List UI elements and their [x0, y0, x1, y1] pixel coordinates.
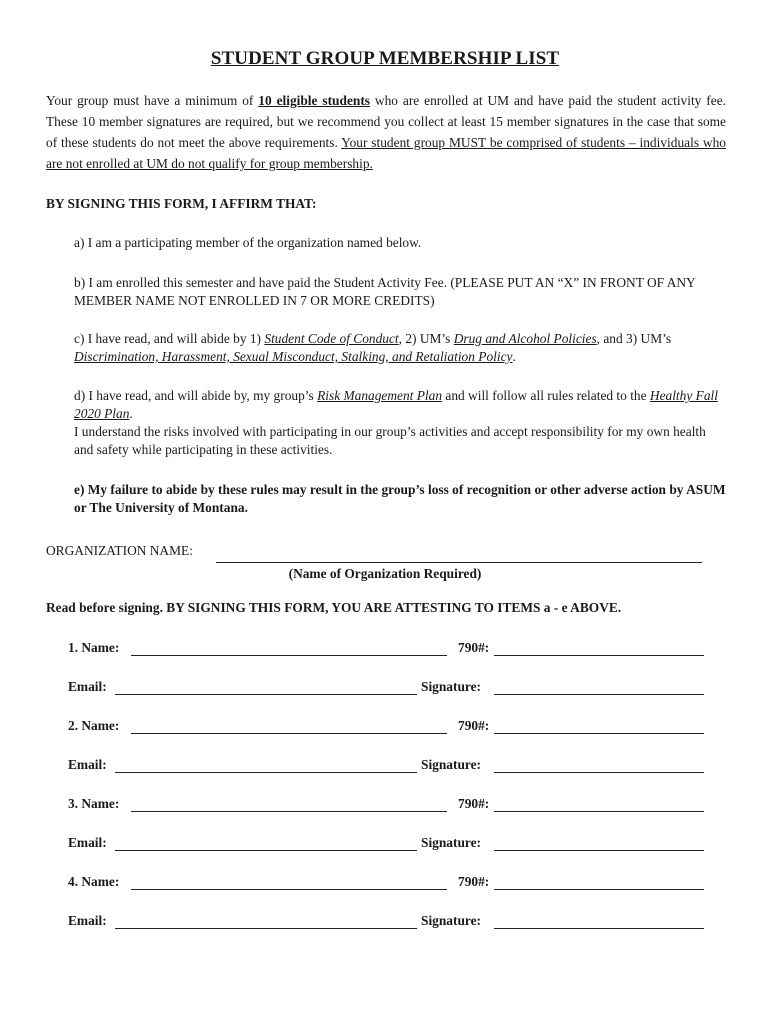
risk-management-plan-link[interactable]: Risk Management Plan	[317, 388, 443, 403]
member-email-row	[0, 757, 770, 777]
member-name-field[interactable]	[131, 733, 447, 734]
member-id-label: 790#:	[458, 796, 490, 811]
item-d-text: d) I have read, and will abide by, my group’s	[74, 388, 318, 403]
member-name-label: 3. Name:	[68, 796, 120, 811]
discrimination-policy-link[interactable]: Discrimination, Harassment, Sexual Misconduct, Stalking, and Retaliation Policy	[74, 349, 513, 364]
member-email-field[interactable]	[115, 928, 417, 929]
organization-name-label: ORGANIZATION NAME:	[46, 543, 193, 558]
member-id-label: 790#:	[458, 640, 490, 655]
item-c-text: , and 3) UM’s	[596, 331, 672, 346]
member-signature-label: Signature:	[421, 913, 482, 928]
member-signature-field[interactable]	[494, 772, 704, 773]
intro-paragraph	[46, 90, 726, 174]
item-d-text: .	[129, 406, 133, 421]
organization-name-note-text: (Name of Organization Required)	[288, 566, 482, 581]
item-d-responsibility: I understand the risks involved with participating in our group’s activities and accept responsibility for my own health and safety while participating in these activities.	[74, 424, 706, 457]
member-email-label: Email:	[68, 835, 107, 850]
member-name-field[interactable]	[131, 655, 447, 656]
member-signature-label: Signature:	[421, 757, 482, 772]
member-id-field[interactable]	[494, 811, 704, 812]
member-name-row	[0, 874, 770, 894]
organization-name-note	[0, 566, 770, 582]
code-of-conduct-link[interactable]: Student Code of Conduct	[264, 331, 399, 346]
member-signature-label: Signature:	[421, 679, 482, 694]
affirm-item-e: e) My failure to abide by these rules may result in the group’s loss of recognition or other adverse action by ASUM or The University of Montana.	[74, 482, 726, 515]
member-name-field[interactable]	[131, 811, 447, 812]
item-c-text: , 2) UM’s	[398, 331, 454, 346]
member-id-field[interactable]	[494, 889, 704, 890]
member-name-label: 2. Name:	[68, 718, 120, 733]
intro-emphasis: 10 eligible students	[258, 93, 371, 108]
member-id-label: 790#:	[458, 874, 490, 889]
drug-alcohol-policies-link[interactable]: Drug and Alcohol Policies	[453, 331, 597, 346]
member-email-label: Email:	[68, 679, 107, 694]
member-id-field[interactable]	[494, 655, 704, 656]
affirm-item-a: a) I am a participating member of the organization named below.	[74, 235, 422, 250]
member-signature-field[interactable]	[494, 850, 704, 851]
affirm-item-c	[74, 330, 726, 366]
item-c-text: .	[512, 349, 516, 364]
member-name-row	[0, 796, 770, 816]
member-email-row	[0, 835, 770, 855]
member-email-row	[0, 913, 770, 933]
affirm-heading: BY SIGNING THIS FORM, I AFFIRM THAT:	[46, 196, 317, 211]
attestation-notice: Read before signing. BY SIGNING THIS FORM, YOU ARE ATTESTING TO ITEMS a - e ABOVE.	[46, 600, 622, 615]
member-email-field[interactable]	[115, 772, 417, 773]
member-email-row	[0, 679, 770, 699]
intro-text-1: Your group must have a minimum of	[46, 93, 259, 108]
member-name-row	[0, 718, 770, 738]
member-signature-label: Signature:	[421, 835, 482, 850]
member-email-label: Email:	[68, 757, 107, 772]
organization-name-field[interactable]	[216, 562, 702, 563]
item-c-text: c) I have read, and will abide by 1)	[74, 331, 265, 346]
member-signature-field[interactable]	[494, 694, 704, 695]
member-name-label: 4. Name:	[68, 874, 120, 889]
member-name-field[interactable]	[131, 889, 447, 890]
member-name-row	[0, 640, 770, 660]
healthy-fall-plan-link[interactable]: Healthy Fall 2020 Plan	[74, 388, 718, 421]
member-email-field[interactable]	[115, 694, 417, 695]
member-email-label: Email:	[68, 913, 107, 928]
member-id-field[interactable]	[494, 733, 704, 734]
intro-text-2: who are enrolled at UM and have paid the student activity fee. These 10 member signatures are required, but we recommend you collect at least 15 member signatures in the case that some of these students do not meet the above requirements.	[46, 93, 726, 150]
affirm-item-b: b) I am enrolled this semester and have paid the Student Activity Fee. (PLEASE PUT AN “X” IN FRONT OF ANY MEMBER NAME NOT ENROLLED IN 7 OR MORE CREDITS)	[74, 275, 696, 308]
member-name-label: 1. Name:	[68, 640, 120, 655]
member-id-label: 790#:	[458, 718, 490, 733]
intro-underlined-requirement: Your student group MUST be comprised of students – individuals who are not enrolled at UM do not qualify for group membership.	[46, 135, 726, 171]
member-signature-field[interactable]	[494, 928, 704, 929]
affirm-item-d	[74, 387, 726, 459]
page-title: STUDENT GROUP MEMBERSHIP LIST	[210, 48, 560, 69]
item-d-text: and will follow all rules related to the	[442, 388, 650, 403]
member-email-field[interactable]	[115, 850, 417, 851]
